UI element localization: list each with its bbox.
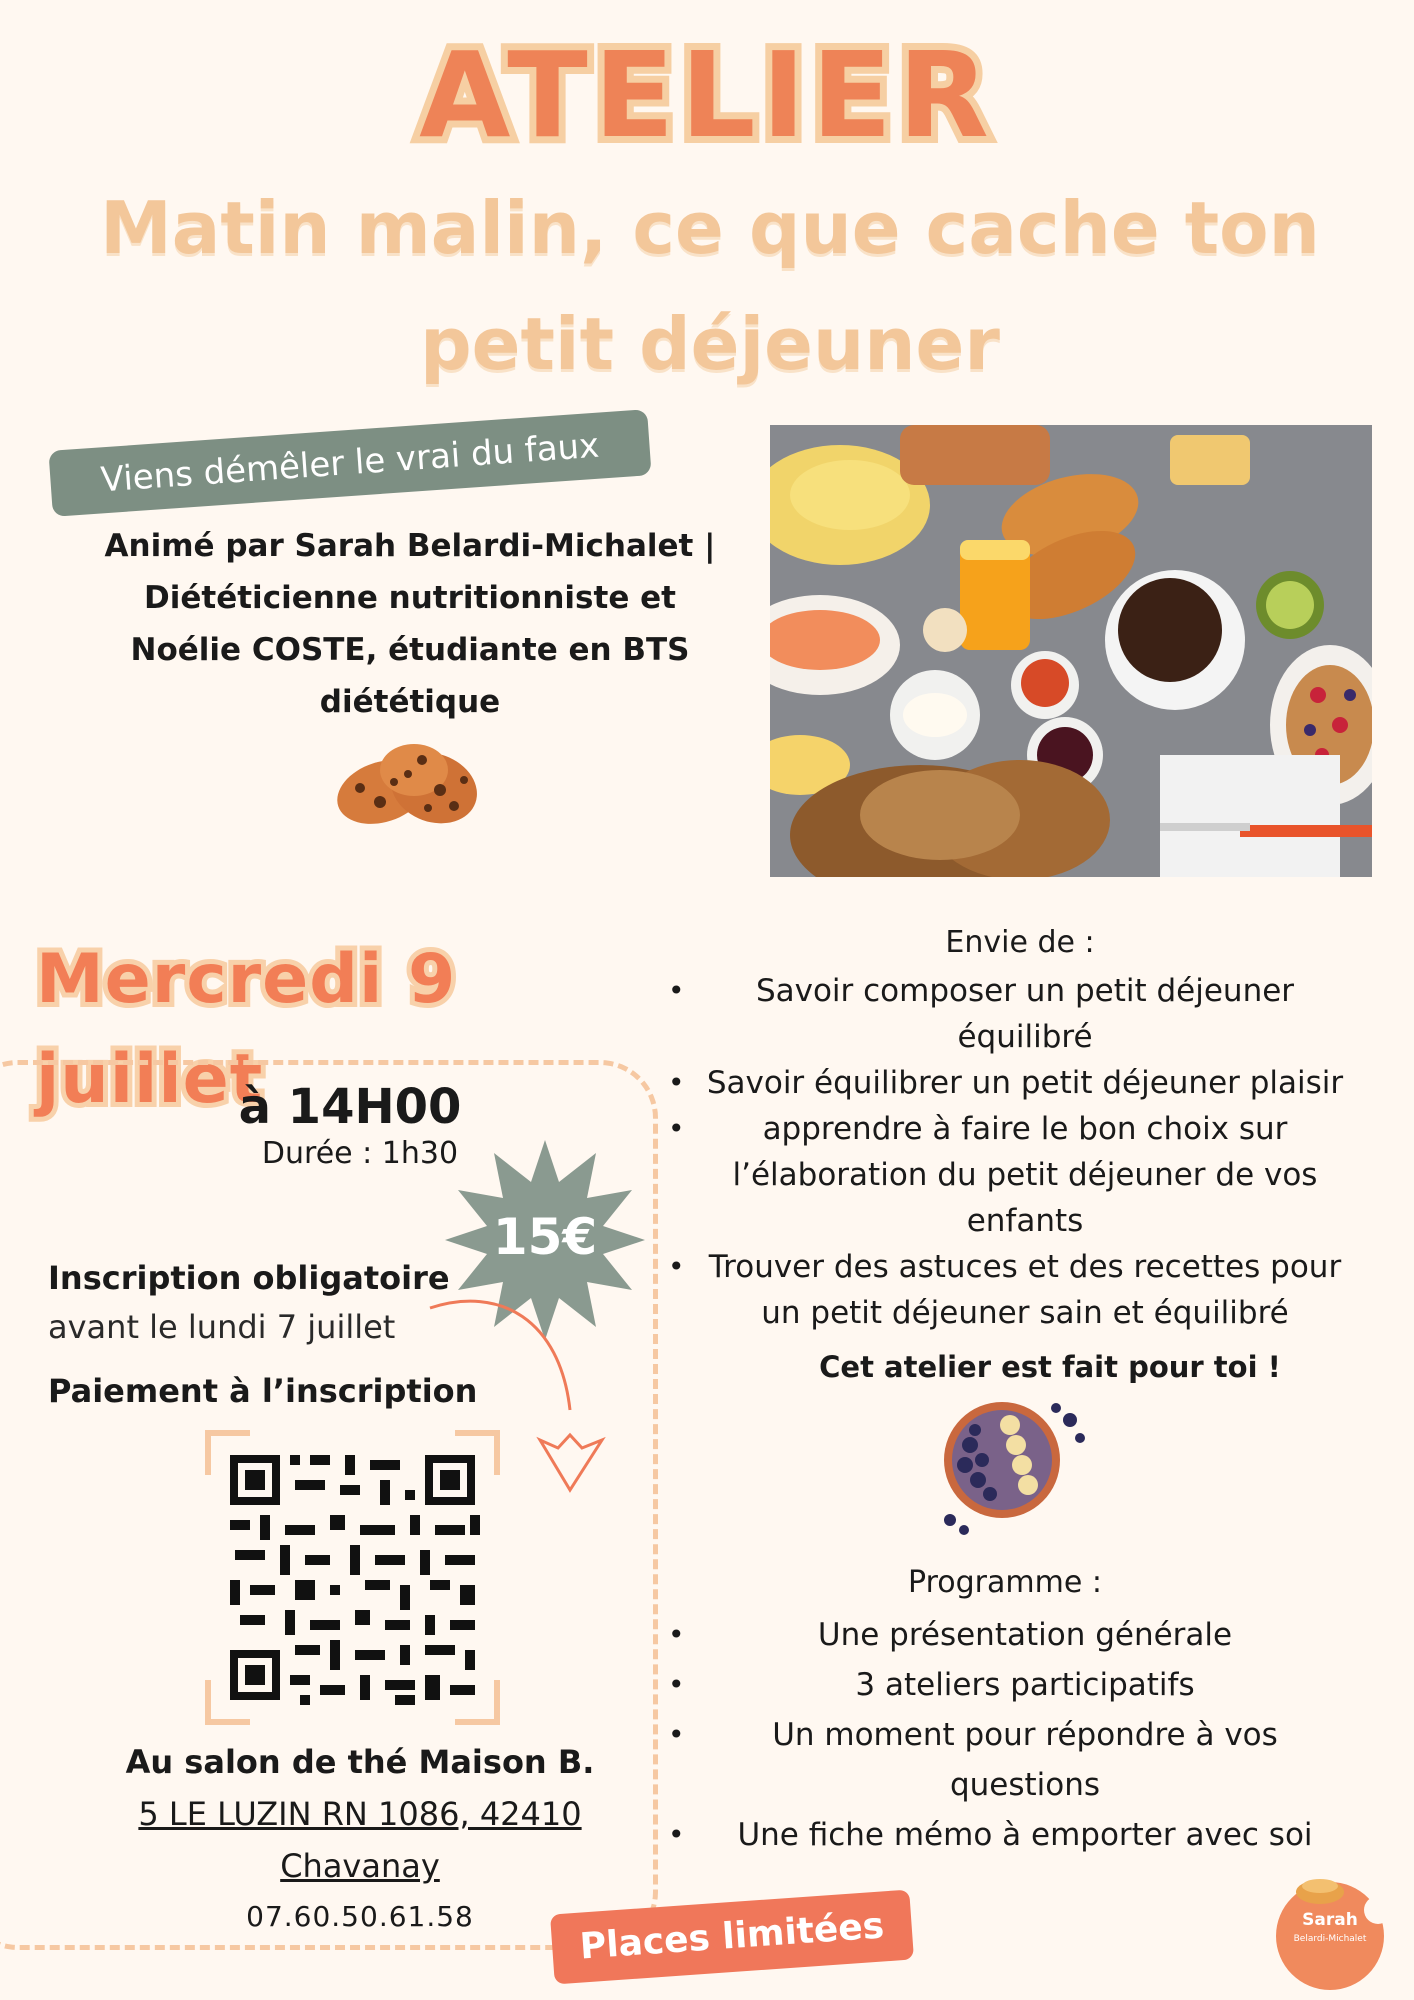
venue-address-link[interactable]: 5 LE LUZIN RN 1086, 42410 Chavanay bbox=[138, 1795, 582, 1885]
qr-code[interactable] bbox=[205, 1430, 500, 1725]
programme-heading: Programme : bbox=[908, 1565, 1102, 1600]
programme-list bbox=[660, 1610, 1360, 1860]
registration-title: Inscription obligatoire bbox=[48, 1259, 450, 1297]
brand-logo bbox=[1260, 1870, 1400, 1992]
tagline-banner: Viens démêler le vrai du faux bbox=[48, 409, 651, 517]
list-item: • Trouver des astuces et des recettes pour un petit déjeuner sain et équilibré bbox=[660, 1244, 1360, 1336]
payment-note: Paiement à l’inscription bbox=[48, 1372, 478, 1410]
logo-surname: Belardi-Michalet bbox=[1293, 1934, 1367, 1944]
logo-name: Sarah bbox=[1302, 1910, 1358, 1930]
breakfast-photo bbox=[770, 425, 1372, 877]
registration-deadline: avant le lundi 7 juillet bbox=[48, 1308, 396, 1346]
venue-name: Au salon de thé Maison B. bbox=[125, 1743, 595, 1781]
poster-title: ATELIER bbox=[419, 26, 995, 164]
event-price: 15€ bbox=[492, 1208, 598, 1266]
list-item: • Une présentation générale bbox=[660, 1610, 1360, 1660]
list-item: • Un moment pour répondre à vos questions bbox=[660, 1710, 1360, 1810]
call-to-action: Cet atelier est fait pour toi ! bbox=[819, 1350, 1281, 1384]
list-item: • Savoir équilibrer un petit déjeuner plaisir bbox=[660, 1060, 1360, 1106]
cookies-icon bbox=[330, 730, 490, 840]
list-item: • Savoir composer un petit déjeuner équilibré bbox=[660, 968, 1360, 1060]
envie-heading: Envie de : bbox=[945, 925, 1095, 960]
list-item: • Une fiche mémo à emporter avec soi bbox=[660, 1810, 1360, 1860]
envie-list bbox=[660, 968, 1360, 1336]
limited-places-badge: Places limitées bbox=[550, 1890, 914, 1985]
list-item: • 3 ateliers participatifs bbox=[660, 1660, 1360, 1710]
event-date: Mercredi 9 juillet bbox=[36, 940, 457, 1119]
event-time: à 14H00 bbox=[238, 1079, 462, 1135]
event-duration: Durée : 1h30 bbox=[261, 1136, 459, 1171]
host-description: Animé par Sarah Belardi-Michalet | Diététicienne nutritionniste et Noélie COSTE, étudiante en BTS diététique bbox=[104, 528, 716, 720]
contact-phone[interactable]: 07.60.50.61.58 bbox=[246, 1900, 474, 1933]
list-item: • apprendre à faire le bon choix sur l’élaboration du petit déjeuner de vos enfants bbox=[660, 1106, 1360, 1244]
acai-bowl-icon bbox=[930, 1390, 1100, 1540]
poster-subtitle: Matin malin, ce que cache ton petit déjeuner bbox=[100, 186, 1320, 386]
